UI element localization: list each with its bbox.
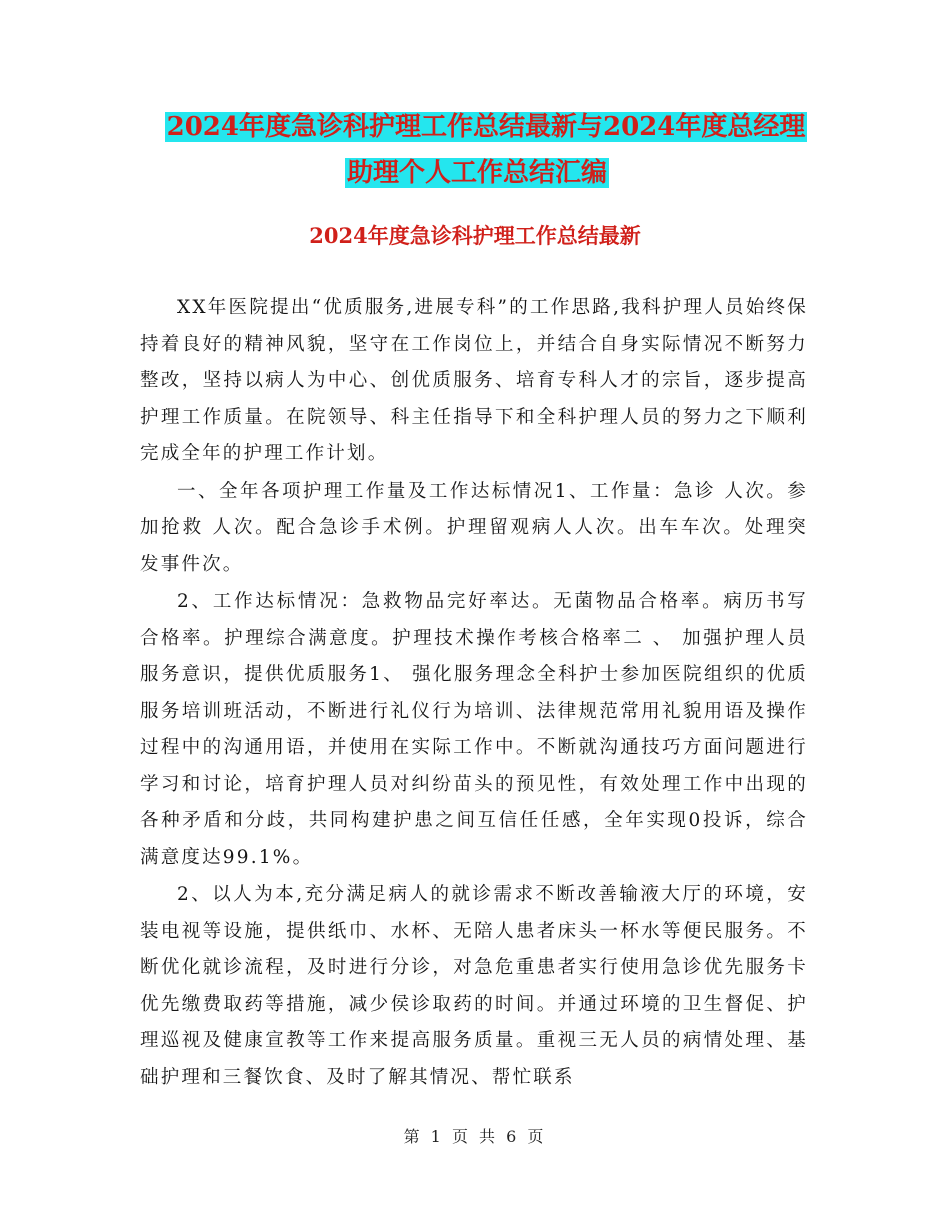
document-title-line-2 bbox=[0, 150, 950, 196]
page-footer: 第 1 页 共 6 页 bbox=[403, 1127, 547, 1146]
paragraph: 2、工作达标情况：急救物品完好率达。无菌物品合格率。病历书写合格率。护理综合满意度。护理技术操作考核合格率二 、 加强护理人员服务意识，提供优质服务1、 强化服务理念全科护士参加医院组织的优质服务培训班活动，不断进行礼仪行为培训、法律规范常用礼貌用语及操作过程中的沟通用语，并使用在实际工作中。不断就沟通技巧方面问题进行学习和讨论，培育护理人员对纠纷苗头的预见性，有效处理工作中出现的各种矛盾和分歧，共同构建护患之间互信任任感，全年实现0投诉，综合满意度达99.1%。 bbox=[140, 591, 808, 868]
section-title: 2024年度急诊科护理工作总结最新 bbox=[309, 223, 641, 248]
title-highlight: 2024年度急诊科护理工作总结最新与2024年度总经理 bbox=[166, 112, 806, 142]
paragraph: 2、以人为本,充分满足病人的就诊需求不断改善输液大厅的环境，安装电视等设施，提供纸巾、水杯、无陪人患者床头一杯水等便民服务。不断优化就诊流程，及时进行分诊，对急危重患者实行使用急诊优先服务卡优先缴费取药等措施，减少侯诊取药的时间。并通过环境的卫生督促、护理巡视及健康宣教等工作来提高服务质量。重视三无人员的病情处理、基础护理和三餐饮食、及时了解其情况、帮忙联系 bbox=[140, 884, 808, 1088]
document-title-line-1 bbox=[0, 104, 950, 150]
paragraph: XX年医院提出“优质服务,进展专科”的工作思路,我科护理人员始终保持着良好的精神风貌，坚守在工作岗位上，并结合自身实际情况不断努力整改，坚持以病人为中心、创优质服务、培育专科人才的宗旨，逐步提高护理工作质量。在院领导、科主任指导下和全科护理人员的努力之下顺利完成全年的护理工作计划。 bbox=[140, 297, 808, 464]
title-highlight: 助理个人工作总结汇编 bbox=[346, 158, 607, 188]
paragraph: 一、全年各项护理工作量及工作达标情况1、工作量：急诊 人次。参加抢救 人次。配合急诊手术例。护理留观病人人次。出车车次。处理突发事件次。 bbox=[140, 480, 808, 575]
body-text bbox=[140, 290, 808, 1096]
document-title bbox=[0, 104, 950, 196]
